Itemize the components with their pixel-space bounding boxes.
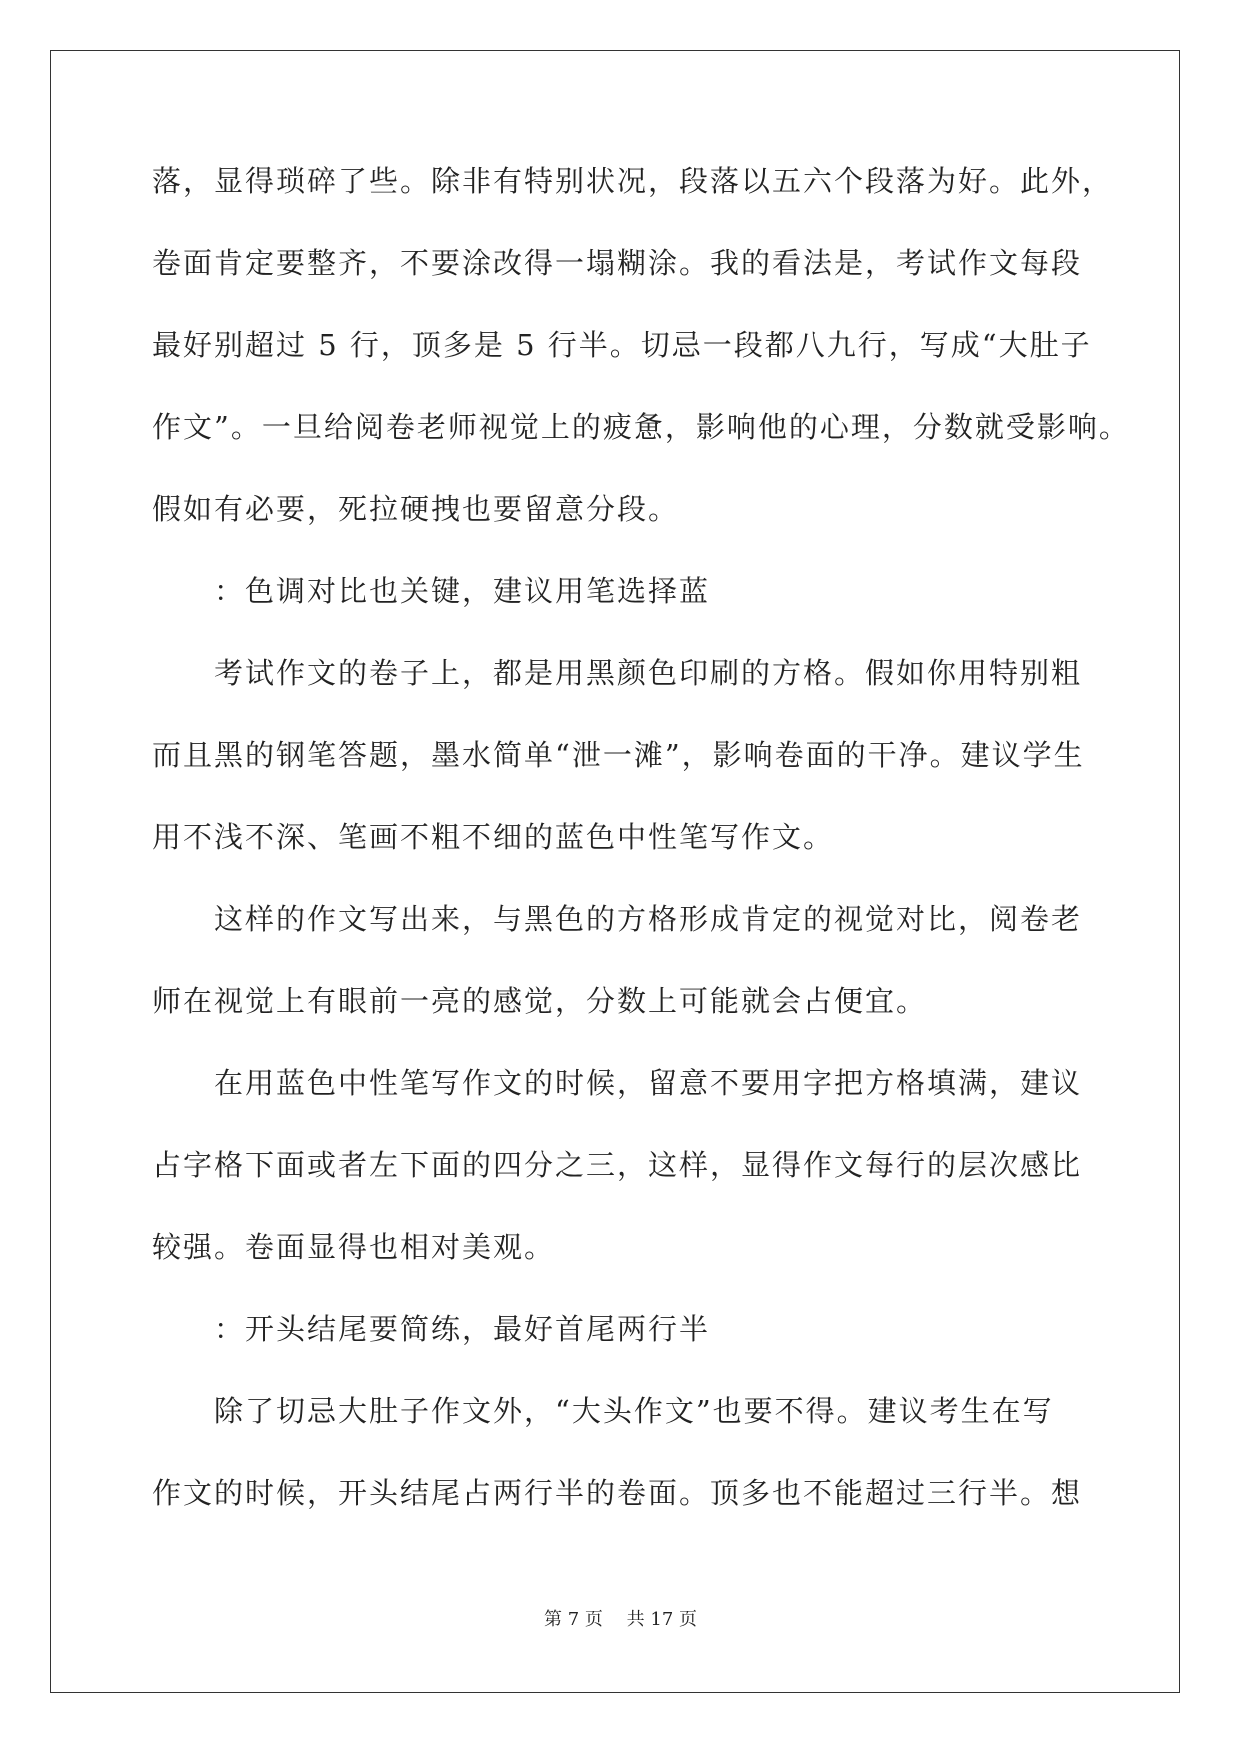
text-line: 假如有必要，死拉硬拽也要留意分段。	[152, 492, 680, 526]
page-total: 共 17 页	[626, 1609, 697, 1630]
text-line: 占字格下面或者左下面的四分之三，这样，显得作文每行的层次感比	[152, 1148, 1083, 1182]
text-line: 落，显得琐碎了些。除非有特别状况，段落以五六个段落为好。此外，	[152, 164, 1114, 198]
text-line: ：色调对比也关键，建议用笔选择蓝	[214, 574, 711, 608]
text-line: 作文的时候，开头结尾占两行半的卷面。顶多也不能超过三行半。想	[152, 1476, 1083, 1510]
text-line: 卷面肯定要整齐，不要涂改得一塌糊涂。我的看法是，考试作文每段	[152, 246, 1083, 280]
text-line: 最好别超过 5 行，顶多是 5 行半。切忌一段都八九行，写成“大肚子	[152, 328, 1092, 362]
text-line: 考试作文的卷子上，都是用黑颜色印刷的方格。假如你用特别粗	[214, 656, 1083, 690]
text-line: 用不浅不深、笔画不粗不细的蓝色中性笔写作文。	[152, 820, 835, 854]
text-line: 除了切忌大肚子作文外，“大头作文”也要不得。建议考生在写	[214, 1394, 1054, 1428]
text-line: 在用蓝色中性笔写作文的时候，留意不要用字把方格填满，建议	[214, 1066, 1083, 1100]
text-line: 而且黑的钢笔答题，墨水简单“泄一滩”，影响卷面的干净。建议学生	[152, 738, 1085, 772]
text-line: ：开头结尾要简练，最好首尾两行半	[214, 1312, 711, 1346]
text-line: 这样的作文写出来，与黑色的方格形成肯定的视觉对比，阅卷老	[214, 902, 1083, 936]
page-number: 第 7 页	[544, 1609, 603, 1630]
text-line: 较强。卷面显得也相对美观。	[152, 1230, 556, 1264]
page-footer	[0, 1605, 1241, 1631]
document-body	[152, 140, 1130, 1534]
text-line: 师在视觉上有眼前一亮的感觉，分数上可能就会占便宜。	[152, 984, 928, 1018]
text-line: 作文”。一旦给阅卷老师视觉上的疲惫，影响他的心理，分数就受影响。	[152, 410, 1130, 444]
